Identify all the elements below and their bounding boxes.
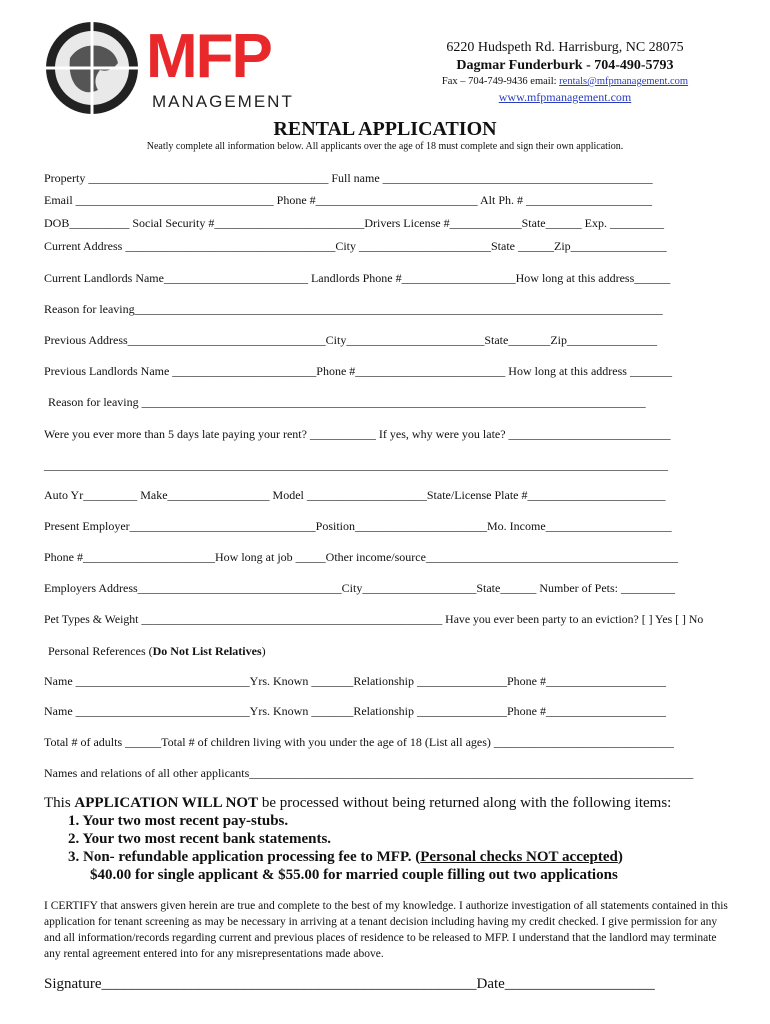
current-landlord-field[interactable]: Current Landlords Name________________________ Landlords Phone #___________________How long at this address______ <box>44 271 671 285</box>
late-rent-field[interactable]: Were you ever more than 5 days late paying your rent? ___________ If yes, why were you late? ___________________________ <box>44 427 671 441</box>
requirement-item-2: 2. Your two most recent bank statements. <box>68 831 332 847</box>
reason-leaving-field-1[interactable]: Reason for leaving________________________________________________________________________________________ <box>44 302 663 316</box>
logo <box>40 18 330 118</box>
email-phone-field[interactable] <box>44 193 652 208</box>
contact-name: Dagmar Funderburk - 704-490-5793 <box>456 58 674 73</box>
fax-text: Fax – 704-749-9436 email: <box>441 76 560 87</box>
email-label: Email _________________________________ Phone #___________________________ Alt Ph. # _____________________ <box>44 193 653 207</box>
email-link[interactable]: rentals@mfpmanagement.com <box>559 76 689 87</box>
certification-text: I CERTIFY that answers given herein are true and complete to the best of my knowledge. I authorize investigation of all statements contained in this application for tenant screening as may be necessary in arriving at a tenant decision including having my credit checked. I give permission for any and all information/records regarding current and previous places of residence to be released to MFP. I understand that the landlord may terminate any rental agreement entered into for any misrepresentations made above. <box>44 900 728 960</box>
logo-subtext: MANAGEMENT <box>152 92 294 111</box>
employer-field[interactable]: Present Employer_______________________________Position______________________Mo. Income_____________________ <box>44 519 672 533</box>
employer-phone-field[interactable]: Phone #______________________How long at job _____Other income/source__________________________________________ <box>44 550 678 564</box>
signature-date-field[interactable]: Signature__________________________________________________Date____________________ <box>44 976 655 992</box>
globe-crosshair-icon <box>40 18 150 118</box>
website-link[interactable]: www.mfpmanagement.com <box>498 90 632 104</box>
property-fullname-field[interactable]: Property ________________________________________ Full name _____________________________________________ <box>44 171 653 185</box>
reference-1-field[interactable]: Name _____________________________Yrs. Known _______Relationship _______________Phone #____________________ <box>44 674 666 688</box>
other-applicants-field[interactable]: Names and relations of all other applicants__________________________________________________________________________ <box>44 766 694 780</box>
reason-leaving-field-2[interactable]: Reason for leaving ____________________________________________________________________________________ <box>48 395 646 409</box>
previous-address-field[interactable]: Previous Address_________________________________City_______________________State_______Zip_______________ <box>44 333 657 347</box>
page-title: RENTAL APPLICATION <box>273 118 497 140</box>
fax-email-line <box>420 76 710 87</box>
employer-address-field[interactable]: Employers Address__________________________________City___________________State______ Number of Pets: _________ <box>44 581 675 595</box>
checks-not-accepted: Personal checks NOT accepted <box>420 849 618 865</box>
no-relatives-note: Do Not List Relatives <box>152 644 262 658</box>
previous-landlord-field[interactable]: Previous Landlords Name ________________________Phone #_________________________ How long at this address _______ <box>44 364 672 378</box>
requirement-item-3: 3. Non- refundable application processing fee to MFP. (Personal checks NOT accepted) <box>68 849 623 865</box>
references-heading: Personal References (Do Not List Relatives) <box>48 644 266 658</box>
late-reason-line[interactable]: ________________________________________________________________________________________________________ <box>44 458 668 472</box>
occupants-field[interactable]: Total # of adults ______Total # of children living with you under the age of 18 (List all ages) ______________________________ <box>44 735 674 749</box>
dob-ssn-field[interactable]: DOB__________ Social Security #_________________________Drivers License #____________State______ Exp. _________ <box>44 216 664 230</box>
auto-field[interactable]: Auto Yr_________ Make_________________ Model ____________________State/License Plate #_______________________ <box>44 488 666 502</box>
pets-eviction-field[interactable]: Pet Types & Weight ___________________________________________________ Have you ever been party to an eviction? [ ] Yes [ ] No <box>44 612 704 626</box>
reference-2-field[interactable]: Name _____________________________Yrs. Known _______Relationship _______________Phone #____________________ <box>44 704 666 718</box>
fee-amounts: $40.00 for single applicant & $55.00 for married couple filling out two applications <box>90 867 618 883</box>
company-address: 6220 Hudspeth Rd. Harrisburg, NC 28075 <box>446 40 684 55</box>
current-address-field[interactable]: Current Address ___________________________________City ______________________State ______Zip________________ <box>44 239 667 253</box>
requirement-item-1: 1. Your two most recent pay-stubs. <box>68 813 289 829</box>
logo-text: MFP <box>146 22 271 91</box>
requirements-intro: This APPLICATION WILL NOT be processed without being returned along with the following items: <box>44 795 672 811</box>
page-subtitle: Neatly complete all information below. All applicants over the age of 18 must complete and sign their own application. <box>146 141 624 152</box>
